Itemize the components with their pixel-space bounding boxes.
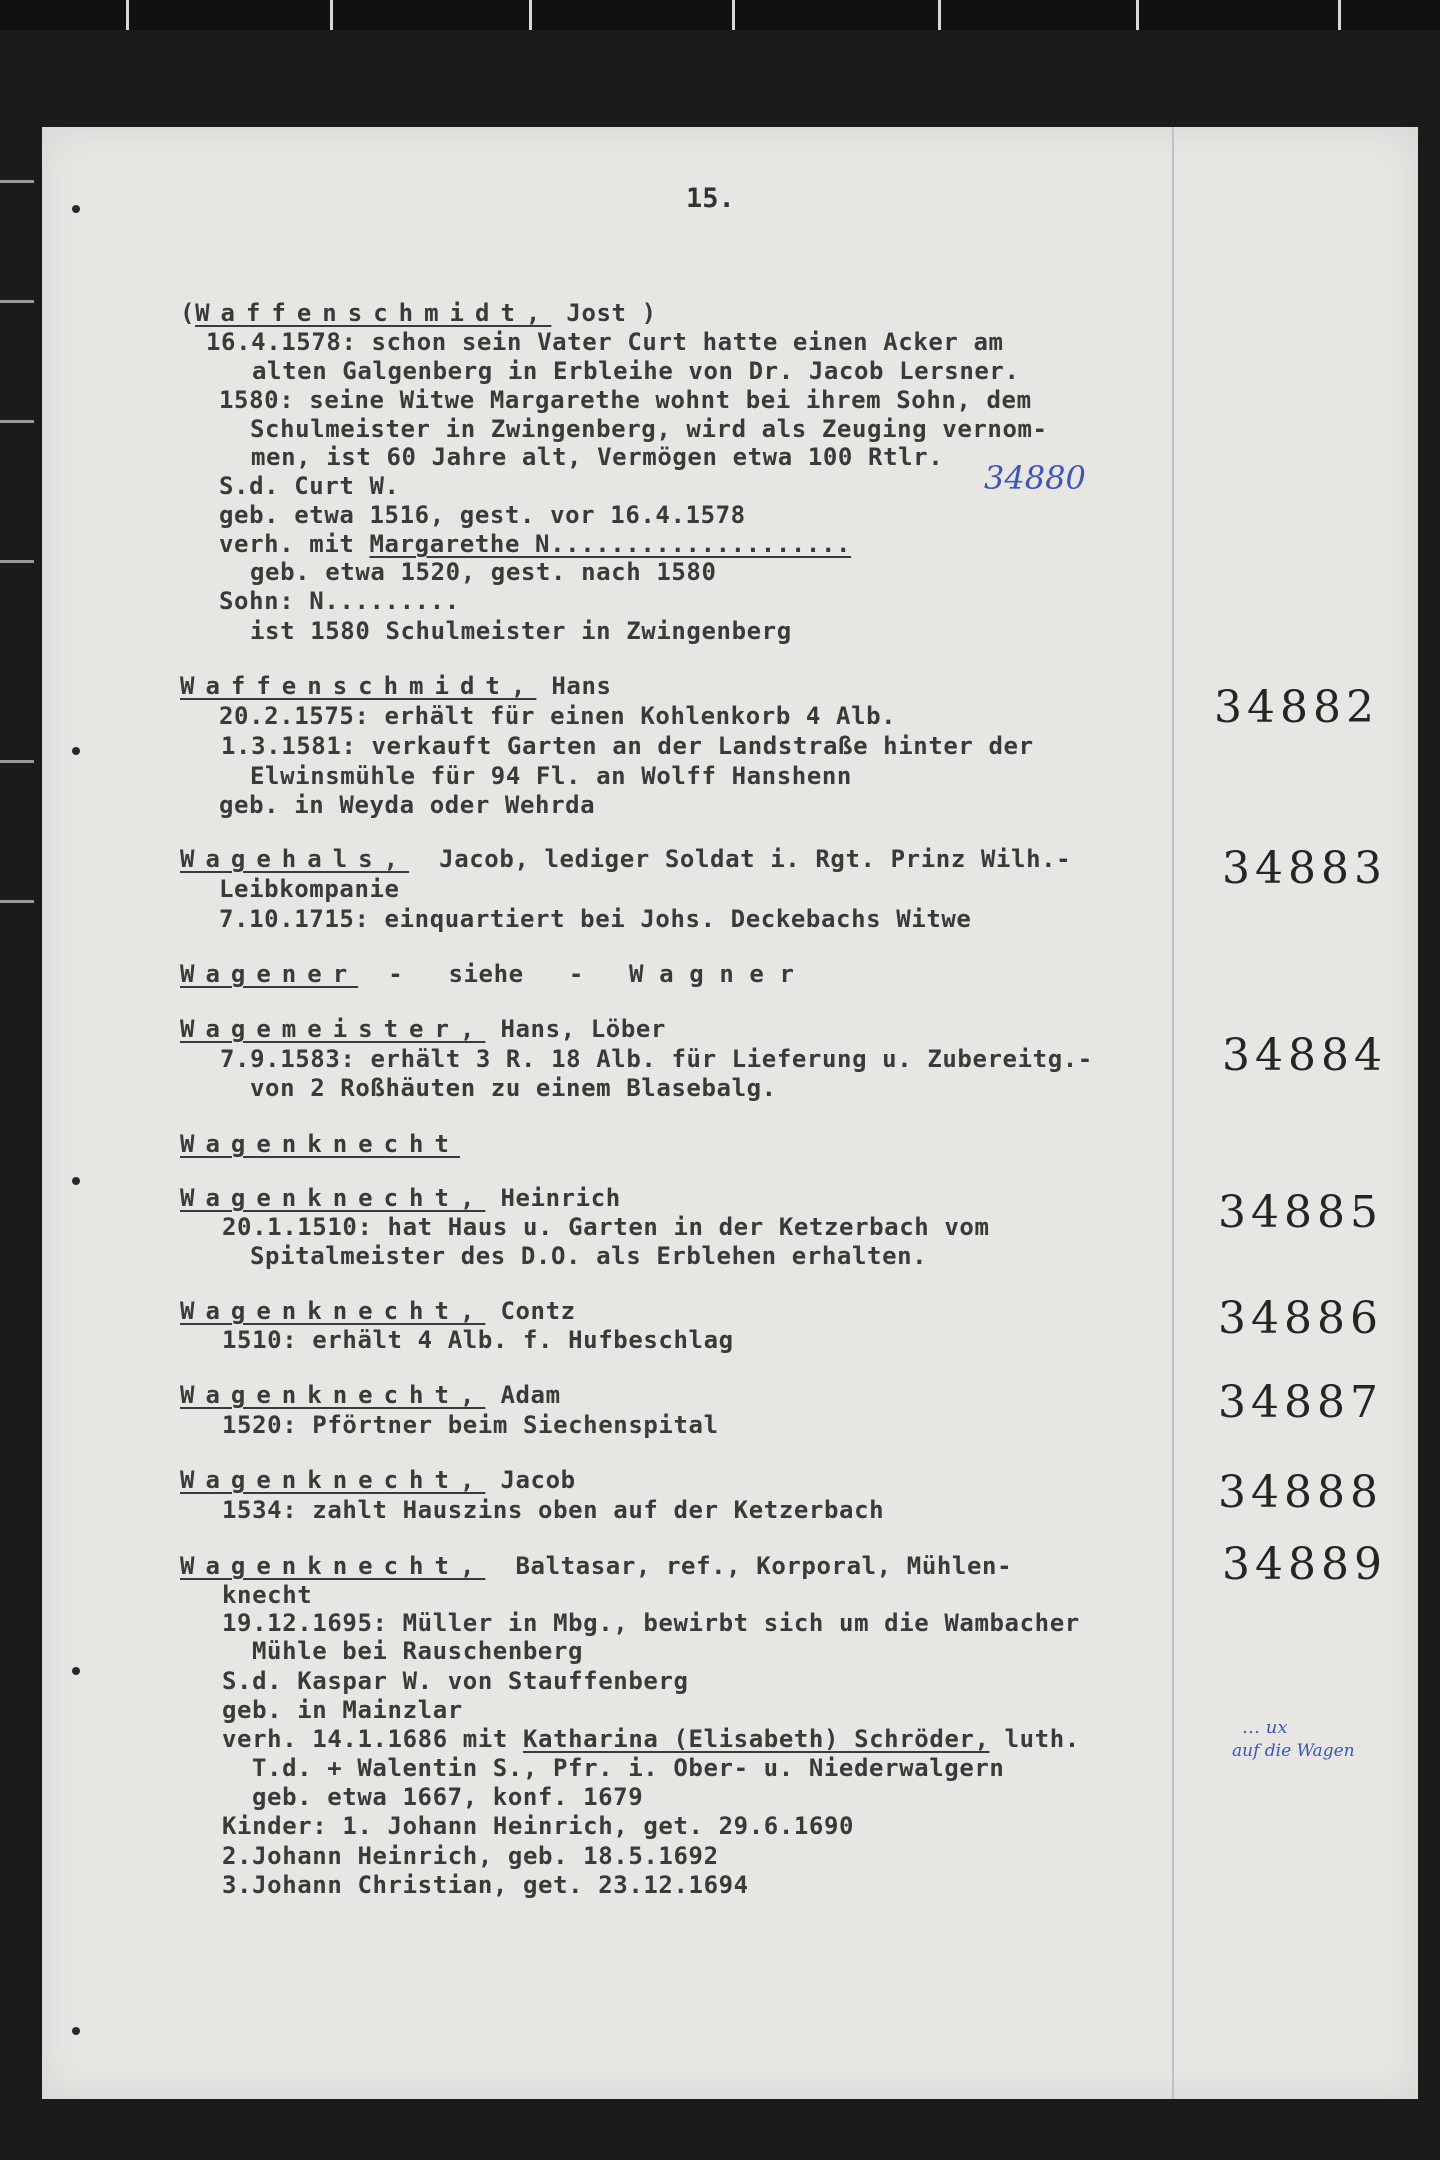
entry-number: 34889 — [1222, 1539, 1387, 1590]
text-segment: luth. — [989, 1725, 1080, 1753]
text-line — [222, 1812, 854, 1840]
surname-heading: Wagenknecht, — [180, 1184, 486, 1212]
surname-heading: Wagenknecht, — [180, 1466, 486, 1494]
surname-heading: Wagenknecht — [180, 1130, 460, 1158]
text-line — [180, 1552, 1012, 1580]
text-segment: verh. 14.1.1686 mit — [222, 1725, 523, 1753]
text-segment: geb. etwa 1516, gest. vor 16.4.1578 — [219, 501, 746, 529]
punch-hole — [72, 1177, 80, 1185]
text-line — [222, 1696, 463, 1724]
text-segment: Baltasar, ref., Korporal, Mühlen- — [485, 1552, 1013, 1580]
text-segment: Leibkompanie — [219, 875, 400, 903]
underlined-text: Katharina (Elisabeth) Schröder, — [522, 1725, 990, 1753]
text-segment: Elwinsmühle für 94 Fl. an Wolff Hanshenn — [250, 762, 852, 790]
text-line — [252, 1754, 1004, 1782]
text-segment: geb. etwa 1667, konf. 1679 — [252, 1783, 644, 1811]
surname-heading: Wagenknecht, — [180, 1381, 486, 1409]
text-line — [250, 762, 852, 790]
text-line — [222, 1326, 734, 1354]
underlined-text: Margarethe N.................... — [369, 530, 852, 558]
text-line — [222, 1609, 1080, 1637]
text-segment: 7.10.1715: einquartiert bei Johs. Deckebachs Witwe — [219, 905, 972, 933]
text-line — [251, 443, 943, 471]
text-line — [206, 328, 1004, 356]
text-segment: Jacob, lediger Soldat i. Rgt. Prinz Wilh.- — [409, 845, 1072, 873]
text-line — [222, 1213, 990, 1241]
surname-heading: Wagemeister, — [180, 1015, 486, 1043]
surname-heading: Waffenschmidt, — [195, 299, 552, 327]
text-line — [180, 845, 1071, 873]
text-segment: 1.3.1581: verkauft Garten an der Landstraße hinter der — [221, 732, 1034, 760]
text-line — [222, 1496, 884, 1524]
text-line — [252, 1637, 583, 1665]
text-segment: Hans — [536, 672, 612, 700]
text-segment: Adam — [485, 1381, 561, 1409]
text-segment: Jacob — [485, 1466, 576, 1494]
handwritten-note-line2: auf die Wagen — [1232, 1741, 1355, 1761]
text-segment: 20.2.1575: erhält für einen Kohlenkorb 4 Alb. — [219, 702, 897, 730]
entry-number: 34886 — [1218, 1293, 1383, 1344]
margin-rule — [1172, 127, 1174, 2099]
text-segment: 3.Johann Christian, get. 23.12.1694 — [222, 1871, 749, 1899]
text-line — [252, 1783, 643, 1811]
text-segment: S.d. Kaspar W. von Stauffenberg — [222, 1667, 689, 1695]
film-edge-tick — [0, 760, 34, 763]
surname-heading: Wagener — [180, 960, 359, 988]
text-line — [252, 357, 1020, 385]
text-segment: ( — [180, 299, 196, 327]
text-segment: alten Galgenberg in Erbleihe von Dr. Jacob Lersner. — [252, 357, 1020, 385]
text-segment: 16.4.1578: schon sein Vater Curt hatte einen Acker am — [206, 328, 1004, 356]
text-line — [180, 1297, 576, 1325]
film-edge-tick — [0, 900, 34, 903]
text-segment: Sohn: N......... — [219, 587, 460, 615]
text-line — [180, 1130, 460, 1158]
text-line — [180, 1184, 621, 1212]
surname-heading: Wagenknecht, — [180, 1297, 486, 1325]
film-strip-top — [0, 0, 1440, 30]
text-segment: 7.9.1583: erhält 3 R. 18 Alb. für Lieferung u. Zubereitg.- — [220, 1045, 1093, 1073]
text-segment: Schulmeister in Zwingenberg, wird als Zeuging vernom- — [250, 415, 1048, 443]
text-line — [219, 386, 1032, 414]
film-edge-tick — [0, 180, 34, 183]
text-line — [219, 791, 595, 819]
text-line — [220, 1045, 1093, 1073]
text-line — [222, 1842, 719, 1870]
surname-heading: Wagehals, — [180, 845, 410, 873]
text-line — [180, 299, 657, 327]
film-edge-tick — [0, 560, 34, 563]
text-segment: geb. in Weyda oder Wehrda — [219, 791, 596, 819]
text-line — [222, 1871, 749, 1899]
text-segment: men, ist 60 Jahre alt, Vermögen etwa 100 Rtlr. — [251, 443, 944, 471]
text-segment: 1580: seine Witwe Margarethe wohnt bei ihrem Sohn, dem — [219, 386, 1032, 414]
text-segment: Jost ) — [551, 299, 657, 327]
text-segment: 20.1.1510: hat Haus u. Garten in der Ketzerbach vom — [222, 1213, 990, 1241]
punch-hole — [72, 205, 80, 213]
text-segment: - siehe - W a g n e r — [358, 960, 795, 988]
handwritten-note-line1: … ux — [1242, 1717, 1288, 1738]
text-segment: von 2 Roßhäuten zu einem Blasebalg. — [250, 1074, 777, 1102]
punch-hole — [72, 1667, 80, 1675]
text-line — [222, 1411, 719, 1439]
text-line — [219, 530, 851, 558]
text-line — [221, 732, 1034, 760]
text-line — [219, 501, 746, 529]
handwritten-number: 34880 — [984, 459, 1086, 497]
film-edge-tick — [0, 420, 34, 423]
entry-number: 34888 — [1218, 1467, 1383, 1518]
text-segment: ist 1580 Schulmeister in Zwingenberg — [250, 617, 792, 645]
document-page — [42, 127, 1418, 2099]
surname-heading: Wagenknecht, — [180, 1552, 486, 1580]
text-segment: Heinrich — [485, 1184, 621, 1212]
text-line — [219, 472, 400, 500]
text-line — [222, 1725, 1080, 1753]
text-segment: knecht — [222, 1581, 313, 1609]
entry-number: 34884 — [1222, 1030, 1387, 1081]
text-line — [180, 1466, 576, 1494]
text-line — [180, 672, 612, 700]
text-line — [250, 1074, 777, 1102]
text-segment: Mühle bei Rauschenberg — [252, 1637, 584, 1665]
text-line — [180, 1015, 666, 1043]
entry-number: 34885 — [1218, 1187, 1383, 1238]
text-line — [222, 1667, 689, 1695]
text-line — [250, 617, 792, 645]
entry-number: 34882 — [1214, 682, 1379, 733]
text-line — [250, 1242, 927, 1270]
text-segment: 1510: erhält 4 Alb. f. Hufbeschlag — [222, 1326, 734, 1354]
film-edge-tick — [0, 300, 34, 303]
text-line — [250, 558, 717, 586]
text-segment: Hans, Löber — [485, 1015, 666, 1043]
text-segment: verh. mit — [219, 530, 370, 558]
punch-hole — [72, 747, 80, 755]
text-line — [250, 415, 1048, 443]
text-line — [222, 1581, 312, 1609]
text-segment: 2.Johann Heinrich, geb. 18.5.1692 — [222, 1842, 719, 1870]
text-segment: 1520: Pförtner beim Siechenspital — [222, 1411, 719, 1439]
text-segment: T.d. + Walentin S., Pfr. i. Ober- u. Niederwalgern — [252, 1754, 1005, 1782]
text-line — [180, 1381, 561, 1409]
entry-number: 34883 — [1222, 843, 1387, 894]
page-number: 15. — [686, 183, 735, 214]
text-line — [219, 702, 896, 730]
text-segment: 19.12.1695: Müller in Mbg., bewirbt sich um die Wambacher — [222, 1609, 1080, 1637]
entry-number: 34887 — [1218, 1377, 1383, 1428]
text-line — [219, 905, 971, 933]
text-line — [180, 960, 795, 988]
text-segment: Kinder: 1. Johann Heinrich, get. 29.6.1690 — [222, 1812, 855, 1840]
text-line — [219, 875, 400, 903]
text-segment: geb. etwa 1520, gest. nach 1580 — [250, 558, 717, 586]
surname-heading: Waffenschmidt, — [180, 672, 537, 700]
punch-hole — [72, 2027, 80, 2035]
text-line — [219, 587, 460, 615]
text-segment: geb. in Mainzlar — [222, 1696, 463, 1724]
text-segment: S.d. Curt W. — [219, 472, 400, 500]
text-segment: 1534: zahlt Hauszins oben auf der Ketzerbach — [222, 1496, 885, 1524]
text-segment: Contz — [485, 1297, 576, 1325]
text-segment: Spitalmeister des D.O. als Erblehen erhalten. — [250, 1242, 928, 1270]
